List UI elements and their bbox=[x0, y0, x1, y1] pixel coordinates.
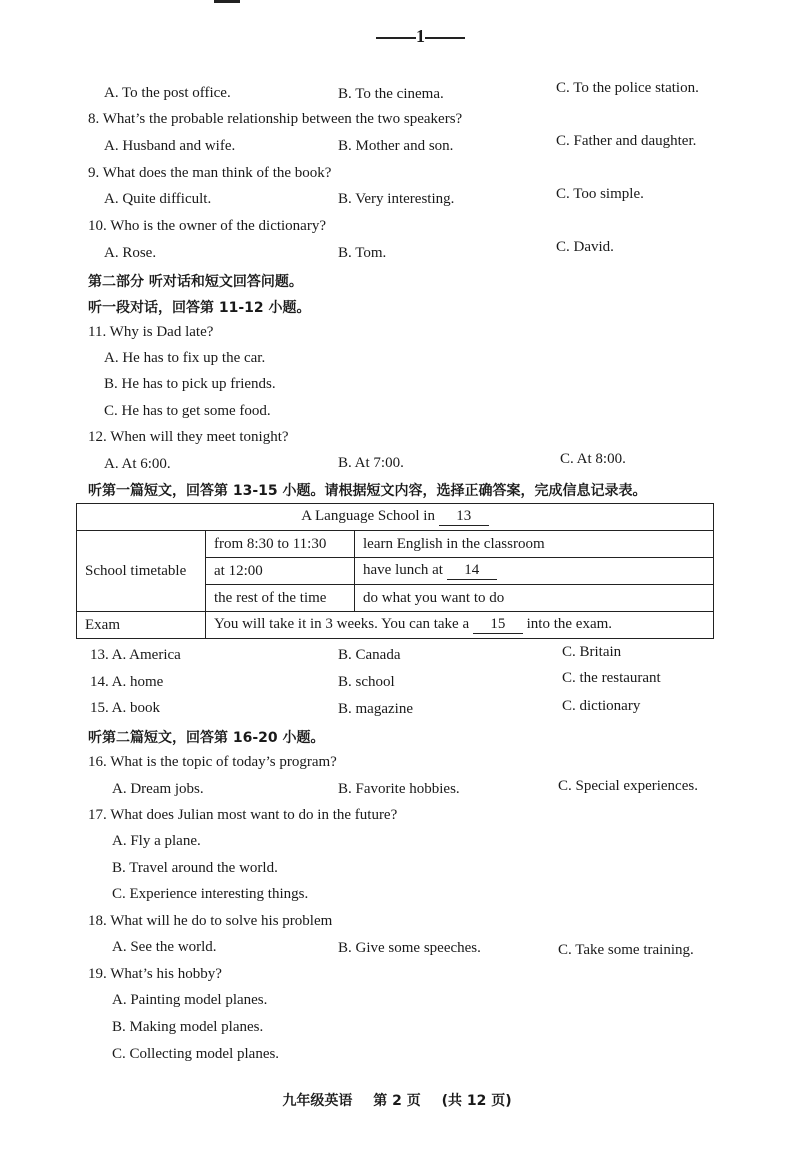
timetable-label: School timetable bbox=[77, 531, 206, 612]
q8-stem: 8. What’s the probable relationship between the two speakers? bbox=[88, 111, 463, 127]
q17-option-a: A. Fly a plane. bbox=[112, 833, 201, 849]
page-footer bbox=[0, 1090, 794, 1110]
q18-option-c: C. Take some training. bbox=[558, 942, 694, 958]
q15-option-b: B. magazine bbox=[338, 701, 413, 717]
q16-option-c: C. Special experiences. bbox=[558, 778, 698, 794]
timetable-activity: do what you want to do bbox=[355, 585, 714, 612]
q13-option-b: B. Canada bbox=[338, 647, 401, 663]
passage1-instruction: 听第一篇短文，回答第 13-15 小题。请根据短文内容，选择正确答案，完成信息记录表。 bbox=[88, 483, 647, 499]
timetable-time: from 8:30 to 11:30 bbox=[206, 531, 355, 558]
exam-label: Exam bbox=[77, 612, 206, 639]
q7-option-c: C. To the police station. bbox=[556, 80, 699, 96]
exam-info: You will take it in 3 weeks. You can take a 15 into the exam. bbox=[206, 612, 714, 639]
blank-15[interactable]: 15 bbox=[473, 616, 523, 634]
q9-option-a: A. Quite difficult. bbox=[104, 191, 212, 207]
q9-option-b: B. Very interesting. bbox=[338, 191, 455, 207]
q12-stem: 12. When will they meet tonight? bbox=[88, 429, 289, 445]
q10-option-a: A. Rose. bbox=[104, 245, 157, 261]
table-title: A Language School in 13 bbox=[77, 504, 714, 531]
timetable-time: at 12:00 bbox=[206, 558, 355, 585]
footer-page: 第 2 页 bbox=[373, 1093, 421, 1109]
q18-option-b: B. Give some speeches. bbox=[338, 940, 481, 956]
timetable-time: the rest of the time bbox=[206, 585, 355, 612]
q14-option-a: 14. A. home bbox=[90, 674, 164, 690]
q16-stem: 16. What is the topic of today’s program? bbox=[88, 754, 337, 770]
q10-option-c: C. David. bbox=[556, 239, 614, 255]
q7-option-b: B. To the cinema. bbox=[338, 86, 444, 102]
q19-stem: 19. What’s his hobby? bbox=[88, 966, 222, 982]
q17-stem: 17. What does Julian most want to do in the future? bbox=[88, 807, 398, 823]
page-marker: 1 bbox=[376, 26, 465, 47]
q14-option-b: B. school bbox=[338, 674, 395, 690]
footer-total: (共 12 页) bbox=[441, 1093, 512, 1109]
q8-option-b: B. Mother and son. bbox=[338, 138, 454, 154]
q19-option-a: A. Painting model planes. bbox=[112, 992, 268, 1008]
q12-option-c: C. At 8:00. bbox=[560, 451, 626, 467]
passage2-instruction: 听第二篇短文，回答第 16-20 小题。 bbox=[88, 730, 325, 746]
q11-option-b: B. He has to pick up friends. bbox=[104, 376, 276, 392]
q15-option-c: C. dictionary bbox=[562, 698, 641, 714]
timetable-activity: learn English in the classroom bbox=[355, 531, 714, 558]
q10-stem: 10. Who is the owner of the dictionary? bbox=[88, 218, 326, 234]
q17-option-b: B. Travel around the world. bbox=[112, 860, 278, 876]
q13-option-c: C. Britain bbox=[562, 644, 622, 660]
q14-option-c: C. the restaurant bbox=[562, 670, 661, 686]
dialog-instruction: 听一段对话，回答第 11-12 小题。 bbox=[88, 300, 311, 316]
info-record-table bbox=[76, 503, 714, 639]
q13-option-a: 13. A. America bbox=[90, 647, 181, 663]
q16-option-a: A. Dream jobs. bbox=[112, 781, 204, 797]
blank-14[interactable]: 14 bbox=[447, 562, 497, 580]
q15-option-a: 15. A. book bbox=[90, 700, 161, 716]
q18-option-a: A. See the world. bbox=[112, 939, 217, 955]
q11-option-a: A. He has to fix up the car. bbox=[104, 350, 266, 366]
q12-option-b: B. At 7:00. bbox=[338, 455, 404, 471]
q19-option-c: C. Collecting model planes. bbox=[112, 1046, 280, 1062]
q11-stem: 11. Why is Dad late? bbox=[88, 324, 214, 340]
q19-option-b: B. Making model planes. bbox=[112, 1019, 264, 1035]
q8-option-a: A. Husband and wife. bbox=[104, 138, 236, 154]
q8-option-c: C. Father and daughter. bbox=[556, 133, 697, 149]
q17-option-c: C. Experience interesting things. bbox=[112, 886, 309, 902]
q9-option-c: C. Too simple. bbox=[556, 186, 644, 202]
q12-option-a: A. At 6:00. bbox=[104, 456, 171, 472]
blank-13[interactable]: 13 bbox=[439, 508, 489, 526]
q16-option-b: B. Favorite hobbies. bbox=[338, 781, 460, 797]
top-edge-mark bbox=[214, 0, 240, 3]
q11-option-c: C. He has to get some food. bbox=[104, 403, 271, 419]
q9-stem: 9. What does the man think of the book? bbox=[88, 165, 332, 181]
footer-subject: 九年级英语 bbox=[282, 1093, 353, 1109]
timetable-activity: have lunch at 14 bbox=[355, 558, 714, 585]
q10-option-b: B. Tom. bbox=[338, 245, 387, 261]
part2-title: 第二部分 听对话和短文回答问题。 bbox=[88, 274, 303, 290]
q7-option-a: A. To the post office. bbox=[104, 85, 231, 101]
q18-stem: 18. What will he do to solve his problem bbox=[88, 913, 333, 929]
